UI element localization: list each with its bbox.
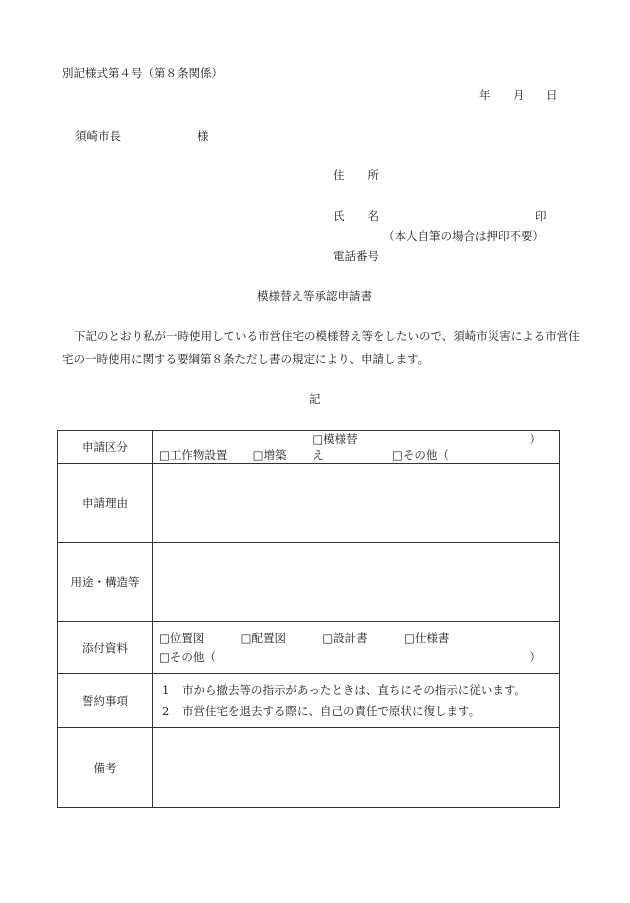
table-row	[58, 674, 560, 728]
row-label-pledges: 誓約事項	[58, 674, 153, 728]
pledge-text: 市から撤去等の指示があったときは、直ちにその指示に従います。	[182, 682, 526, 697]
category-option-remodel[interactable]: □模様替え	[312, 432, 358, 462]
category-option-extension[interactable]: □増築	[252, 448, 287, 462]
attachment-options	[153, 622, 560, 674]
addressee-honorific: 様	[197, 129, 209, 143]
category-options	[153, 431, 560, 464]
table-row	[58, 464, 560, 543]
ki-heading: 記	[309, 392, 321, 406]
table-row	[58, 431, 560, 464]
seal-note: （本人自筆の場合は押印不要）	[383, 229, 544, 243]
form-number: 別記様式第４号（第８条関係）	[62, 66, 223, 80]
phone-label: 電話番号	[333, 249, 379, 263]
table-row	[58, 622, 560, 674]
category-close-paren: ）	[529, 432, 541, 446]
pledge-item	[162, 701, 559, 722]
attachment-option-other[interactable]: □その他（	[159, 649, 216, 664]
document-title: 模様替え等承認申請書	[257, 289, 372, 303]
attachment-option-design-doc[interactable]: □設計書	[322, 630, 368, 645]
pledge-text: 市営住宅を退去する際に、自己の責任で原状に復します。	[182, 703, 481, 718]
address-label: 住 所	[333, 168, 379, 182]
row-label-attachments: 添付資料	[58, 622, 153, 674]
attachment-option-layout-map[interactable]: □配置図	[240, 630, 287, 645]
usage-field[interactable]	[153, 543, 560, 622]
body-text-line-2: 宅の一時使用に関する要綱第８条ただし書の規定により、申請します。	[62, 352, 430, 366]
category-option-other[interactable]: □その他（	[391, 448, 449, 462]
date-year-label: 年	[479, 88, 491, 102]
attachment-option-location-map[interactable]: □位置図	[159, 630, 205, 645]
row-label-reason: 申請理由	[58, 464, 153, 543]
row-label-category: 申請区分	[58, 431, 153, 464]
seal-label: 印	[535, 209, 547, 223]
reason-field[interactable]	[153, 464, 560, 543]
row-label-remarks: 備考	[58, 728, 153, 808]
table-row	[58, 543, 560, 622]
remarks-field[interactable]	[153, 728, 560, 808]
table-row	[58, 728, 560, 808]
pledge-item	[162, 680, 559, 701]
application-table	[57, 430, 560, 808]
attachment-close-paren: ）	[529, 649, 541, 664]
pledge-number: 1	[162, 682, 170, 697]
date-day-label: 日	[546, 88, 558, 102]
date-month-label: 月	[513, 88, 525, 102]
name-label: 氏 名	[333, 209, 379, 223]
row-label-usage: 用途・構造等	[58, 543, 153, 622]
attachment-option-spec-doc[interactable]: □仕様書	[403, 630, 450, 645]
addressee-title: 須崎市長	[75, 129, 121, 143]
pledge-number: 2	[162, 703, 170, 718]
pledge-list	[153, 674, 560, 728]
body-text-line-1: 下記のとおり私が一時使用している市営住宅の模様替え等をしたいので、須崎市災害による市営住	[74, 329, 580, 343]
category-option-structure[interactable]: □工作物設置	[159, 448, 228, 462]
